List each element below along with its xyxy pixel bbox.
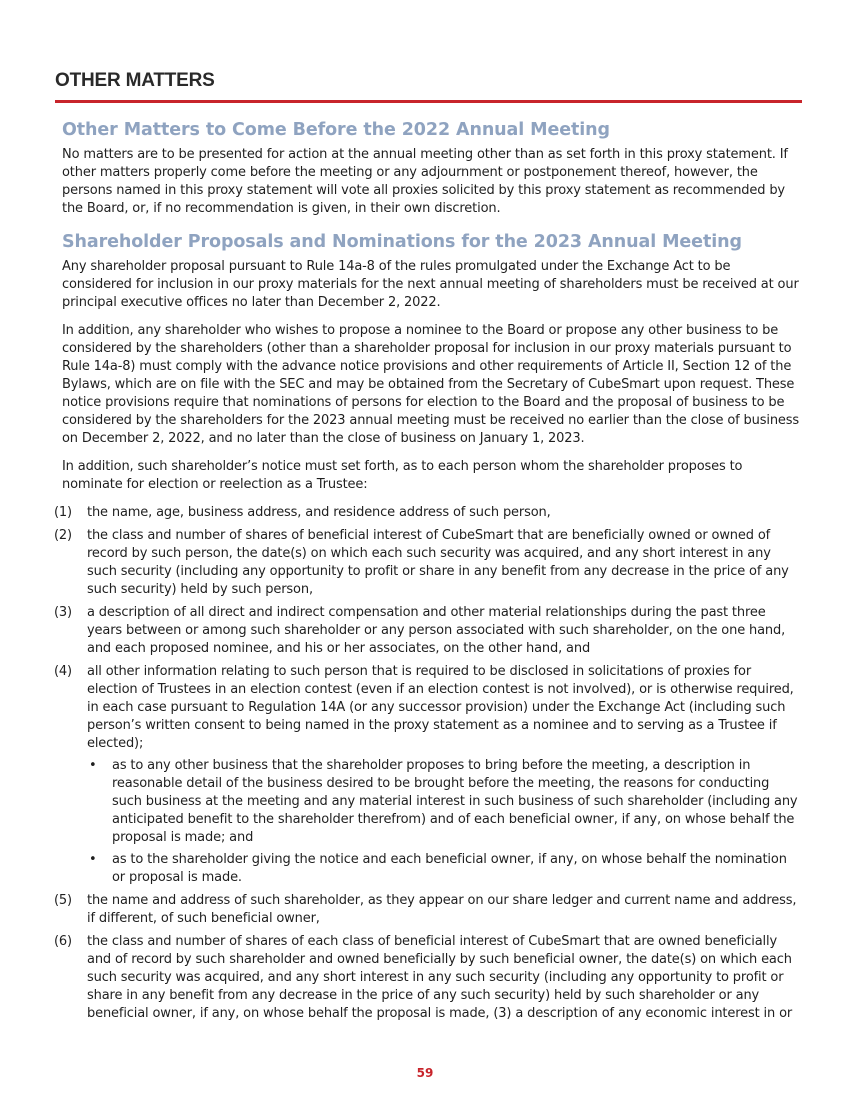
list-marker: (6) (54, 934, 72, 949)
header-divider (55, 100, 802, 103)
list-marker: (2) (54, 528, 72, 543)
paragraph: In addition, any shareholder who wishes to propose a nominee to the Board or propose any other business to be considered by the shareholders (other than a shareholder proposal for inclusion in our proxy materials pursuant to Rule 14a-8) must comply with the advance notice provisions and other requirements of Article II, Section 12 of the Bylaws, which are on file with the SEC and may be obtained from the Secretary of CubeSmart upon request. These notice provisions require that nominations of persons for election to the Board and the proposal of business to be considered by the shareholders for the 2023 annual meeting must be received no earlier than the close of business on December 2, 2022, and no later than the close of business on January 1, 2023. (62, 323, 800, 446)
document-body (54, 120, 802, 1028)
section-heading-shareholder-proposals: Shareholder Proposals and Nominations for the 2023 Annual Meeting (62, 232, 742, 252)
list-item (54, 504, 802, 522)
list-item (54, 663, 802, 887)
bullet-icon: • (89, 758, 97, 773)
page-header-title: OTHER MATTERS (55, 70, 215, 91)
bullet-item (87, 757, 802, 847)
list-item (54, 527, 802, 599)
page-number: 59 (416, 1066, 434, 1080)
list-item-text: the name and address of such shareholder, as they appear on our share ledger and current name and address, if different, of such beneficial owner, (87, 893, 797, 926)
list-item-text: the class and number of shares of each class of beneficial interest of CubeSmart that are owned beneficially and of record by such shareholder and owned beneficially by such beneficial owner, the date(s) on which each such security was acquired, and any short interest in any such security (including any opportunity to profit or share in any benefit from any decrease in the price of any such security) held by such shareholder or any beneficial owner, if any, on whose behalf the proposal is made, (3) a description of any economic interest in or (87, 934, 793, 1021)
paragraph: Any shareholder proposal pursuant to Rule 14a-8 of the rules promulgated under the Exchange Act to be considered for inclusion in our proxy materials for the next annual meeting of shareholders must be received at our principal executive offices no later than December 2, 2022. (62, 259, 799, 310)
section-heading-other-matters: Other Matters to Come Before the 2022 Annual Meeting (62, 120, 610, 140)
list-item-text: the name, age, business address, and residence address of such person, (87, 505, 551, 520)
list-item-text: the class and number of shares of beneficial interest of CubeSmart that are beneficially owned or owned of record by such person, the date(s) on which each such security was acquired, and any short interest in any such security (including any opportunity to profit or share in any benefit from any decrease in the price of any such security) held by such person, (87, 528, 789, 597)
paragraph: In addition, such shareholder’s notice must set forth, as to each person whom the shareholder proposes to nominate for election or reelection as a Trustee: (62, 459, 743, 492)
list-item (54, 933, 802, 1023)
list-marker: (4) (54, 664, 72, 679)
list-item-text: a description of all direct and indirect compensation and other material relationships during the past three years between or among such shareholder or any person associated with such shareholder, on the one hand, and each proposed nominee, and his or her associates, on the other hand, and (87, 605, 786, 656)
bullet-text: as to any other business that the shareholder proposes to bring before the meeting, a description in reasonable detail of the business desired to be brought before the meeting, the reasons for conducting such business at the meeting and any material interest in such business of such shareholder (including any anticipated benefit to the shareholder therefrom) and of each beneficial owner, if any, on whose behalf the proposal is made; and (112, 758, 798, 845)
list-marker: (3) (54, 605, 72, 620)
list-item-text: all other information relating to such person that is required to be disclosed in solicitations of proxies for election of Trustees in an election contest (even if an election contest is not involved), or is otherwise required, in each case pursuant to Regulation 14A (or any successor provision) under the Exchange Act (including such person’s written consent to being named in the proxy statement as a nominee and to serving as a Trustee if elected); (87, 664, 794, 751)
bullet-list (87, 757, 802, 887)
list-item (54, 892, 802, 928)
paragraph: No matters are to be presented for action at the annual meeting other than as set forth in this proxy statement. If other matters properly come before the meeting or any adjournment or postponement thereof, however, the persons named in this proxy statement will vote all proxies solicited by this proxy statement as recommended by the Board, or, if no recommendation is given, in their own discretion. (62, 147, 788, 216)
bullet-item (87, 851, 802, 887)
list-marker: (5) (54, 893, 72, 908)
numbered-list (54, 504, 802, 1023)
list-marker: (1) (54, 505, 72, 520)
bullet-text: as to the shareholder giving the notice and each beneficial owner, if any, on whose behalf the nomination or proposal is made. (112, 852, 787, 885)
list-item (54, 604, 802, 658)
bullet-icon: • (89, 852, 97, 867)
